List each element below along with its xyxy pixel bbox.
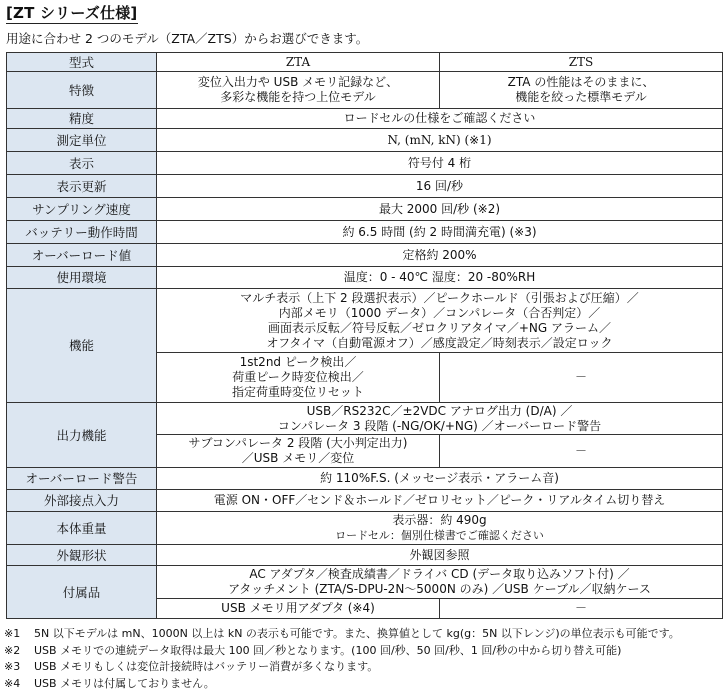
cell-line: アタッチメント (ZTA/S-DPU-2N～5000N のみ) ／USB ケーブル／収納ケース	[228, 582, 651, 596]
table-row	[7, 512, 723, 545]
cell-line: 変位入出力や USB メモリ記録など、	[197, 75, 399, 89]
cell-line: 内部メモリ（1000 データ）／コンパレータ（合否判定）／	[278, 305, 601, 320]
cell-line: USB／RS232C／±2VDC アナログ出力 (D/A) ／	[306, 403, 573, 418]
spec-table	[6, 52, 723, 619]
intro-text: 用途に合わせ 2 つのモデル（ZTA／ZTS）からお選びできます。	[6, 31, 369, 46]
row-value: 外観図参照	[157, 545, 723, 566]
cell-line: コンパレータ 3 段階 (-NG/OK/+NG) ／オーバーロード警告	[277, 418, 602, 433]
row-label: バッテリー動作時間	[7, 221, 157, 244]
row-value: 温度：0 - 40℃ 湿度：20 -80%RH	[157, 267, 723, 289]
row-label: 外部接点入力	[7, 490, 157, 512]
table-row	[7, 403, 723, 435]
footnote	[4, 626, 680, 643]
cell-line: ／USB メモリ／変位	[241, 451, 355, 465]
accessories-zta: USB メモリ用アダプタ (※4)	[157, 599, 440, 619]
footnote	[4, 643, 680, 660]
row-value: 約 6.5 時間 (約 2 時間満充電) (※3)	[157, 221, 723, 244]
footnotes	[4, 626, 680, 692]
functions-common	[157, 289, 723, 353]
row-value: 符号付 4 桁	[157, 152, 723, 175]
weight-value	[157, 512, 723, 545]
table-row	[7, 72, 723, 109]
feature-zta	[157, 72, 440, 109]
cell-line: ロードセル：個別仕様書でご確認ください	[335, 529, 544, 542]
row-label: サンプリング速度	[7, 198, 157, 221]
row-label: 本体重量	[7, 512, 157, 545]
row-value: 定格約 200%	[157, 244, 723, 267]
functions-zts: －	[440, 353, 723, 403]
footnote-mark: ※1	[4, 627, 21, 640]
cell-line: 1st2nd ピーク検出／	[239, 355, 357, 369]
table-row	[7, 221, 723, 244]
footnote	[4, 659, 680, 676]
row-value: 最大 2000 回/秒 (※2)	[157, 198, 723, 221]
row-label: 特徴	[7, 72, 157, 109]
row-label: 付属品	[7, 566, 157, 619]
table-row	[7, 175, 723, 198]
footnote	[4, 676, 680, 693]
row-label: 外観形状	[7, 545, 157, 566]
row-label: 型式	[7, 53, 157, 72]
footnote-text: USB メモリでの連続データ取得は最大 100 回／秒となります。(100 回/秒、50 回/秒、1 回/秒の中から切り替え可能)	[34, 643, 622, 657]
section-heading: [ZT シリーズ仕様]	[6, 4, 138, 22]
table-row	[7, 53, 723, 72]
feature-zts	[440, 72, 723, 109]
accessories-common	[157, 566, 723, 599]
cell-line: 指定荷重時変位リセット	[232, 385, 364, 399]
row-label: 使用環境	[7, 267, 157, 289]
table-row	[7, 490, 723, 512]
row-value: ロードセルの仕様をご確認ください	[157, 109, 723, 129]
footnote-text: USB メモリもしくは変位計接続時はバッテリー消費が多くなります。	[34, 660, 379, 673]
row-label: 測定単位	[7, 129, 157, 152]
row-label: 出力機能	[7, 403, 157, 468]
row-label: オーバーロード値	[7, 244, 157, 267]
table-row	[7, 129, 723, 152]
cell-line: AC アダプタ／検査成績書／ドライバ CD (データ取り込みソフト付) ／	[249, 567, 630, 581]
cell-line: 表示器：約 490g	[392, 513, 487, 527]
cell-line: 多彩な機能を持つ上位モデル	[220, 90, 376, 104]
row-label: 精度	[7, 109, 157, 129]
cell-line: 機能を絞った標準モデル	[515, 90, 647, 104]
footnote-text: 5N 以下モデルは mN、1000N 以上は kN の表示も可能です。また、換算値として kg(g：5N 以下レンジ)の単位表示も可能です。	[34, 627, 680, 640]
table-row	[7, 267, 723, 289]
table-row	[7, 109, 723, 129]
column-header-zts: ZTS	[440, 53, 723, 72]
footnote-mark: ※4	[4, 676, 21, 690]
output-common	[157, 403, 723, 435]
table-row	[7, 289, 723, 353]
table-row	[7, 545, 723, 566]
row-label: 表示更新	[7, 175, 157, 198]
cell-line: サブコンパレータ 2 段階 (大小判定出力)	[188, 436, 408, 450]
table-row	[7, 152, 723, 175]
table-row	[7, 468, 723, 490]
output-zta	[157, 435, 440, 468]
row-value: 約 110%F.S. (メッセージ表示・アラーム音)	[157, 468, 723, 490]
table-row	[7, 566, 723, 599]
row-value: 電源 ON・OFF／センド＆ホールド／ゼロリセット／ピーク・リアルタイム切り替え	[157, 490, 723, 512]
cell-line: 荷重ピーク時変位検出／	[232, 370, 364, 384]
row-label: 機能	[7, 289, 157, 403]
accessories-zts: －	[440, 599, 723, 619]
cell-line: オフタイマ（自動電源オフ）／感度設定／時刻表示／設定ロック	[266, 335, 613, 350]
column-header-zta: ZTA	[157, 53, 440, 72]
table-row	[7, 244, 723, 267]
cell-line: マルチ表示（上下 2 段選択表示）／ピークホールド（引張および圧縮）／	[240, 290, 639, 305]
cell-line: 画面表示反転／符号反転／ゼロクリアタイマ／+NG アラーム／	[267, 320, 612, 335]
footnote-text: USB メモリは付属しておりません。	[34, 676, 215, 690]
table-row	[7, 198, 723, 221]
row-value: 16 回/秒	[157, 175, 723, 198]
footnote-mark: ※3	[4, 660, 21, 673]
row-label: 表示	[7, 152, 157, 175]
output-zts: －	[440, 435, 723, 468]
row-value: N, (mN, kN) (※1)	[157, 129, 723, 152]
row-label: オーバーロード警告	[7, 468, 157, 490]
functions-zta	[157, 353, 440, 403]
cell-line: ZTA の性能はそのままに、	[507, 75, 655, 89]
footnote-mark: ※2	[4, 643, 21, 657]
